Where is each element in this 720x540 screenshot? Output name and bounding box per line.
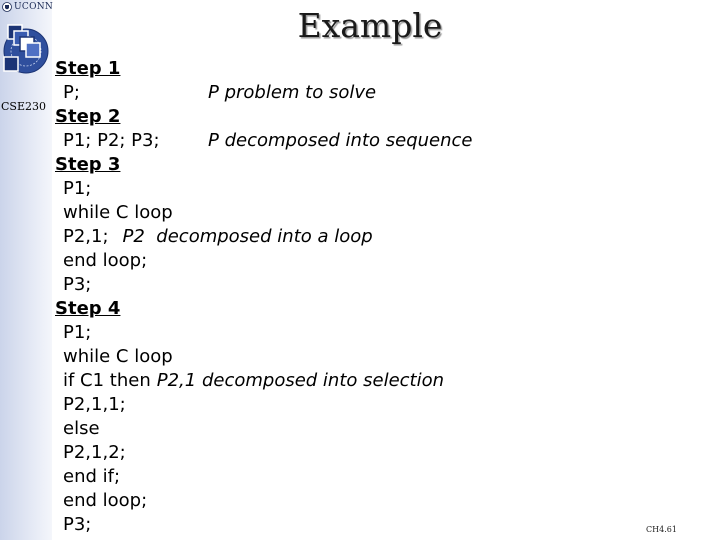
slide-line	[55, 393, 473, 417]
step-heading: Step 1	[55, 58, 121, 79]
slide-line	[55, 369, 473, 393]
code-text: end loop;	[63, 490, 148, 511]
university-seal-icon	[2, 2, 12, 12]
code-text: P1;	[63, 322, 92, 343]
brand-name: UCONN	[14, 2, 54, 12]
slide-line	[55, 57, 473, 81]
slide-title: Example	[297, 6, 443, 45]
code-text: end loop;	[63, 250, 148, 271]
slide-line	[55, 513, 473, 537]
code-text: end if;	[63, 466, 121, 487]
slide-line	[55, 225, 473, 249]
code-text: while C loop	[63, 346, 173, 367]
annotation-note: P problem to solve	[208, 82, 377, 103]
step-heading: Step 4	[55, 298, 121, 319]
code-text: else	[63, 418, 100, 439]
slide-body	[55, 57, 473, 537]
code-text: if C1 then	[63, 370, 151, 391]
annotation-note: P2,1 decomposed into selection	[156, 370, 445, 391]
code-text: P2,1;	[63, 226, 109, 247]
slide-line	[55, 105, 473, 129]
slide-line	[55, 81, 473, 105]
code-text: while C loop	[63, 202, 173, 223]
step-heading: Step 2	[55, 106, 121, 127]
code-text: P2,1,2;	[63, 442, 126, 463]
code-text: P;	[63, 82, 80, 103]
slide-line	[55, 441, 473, 465]
slide-line	[55, 321, 473, 345]
slide-line	[55, 249, 473, 273]
step-heading: Step 3	[55, 154, 121, 175]
page-label: CH4.61	[646, 525, 677, 534]
code-text: P2,1,1;	[63, 394, 126, 415]
slide-line	[55, 489, 473, 513]
code-text: P3;	[63, 514, 92, 535]
slide-line	[55, 273, 473, 297]
code-text: P1;	[63, 178, 92, 199]
sidebar	[0, 0, 52, 540]
code-text: P3;	[63, 274, 92, 295]
slide-line	[55, 153, 473, 177]
annotation-note: P decomposed into sequence	[208, 130, 473, 151]
annotation-note: P2 decomposed into a loop	[122, 226, 373, 247]
slide-line	[55, 129, 473, 153]
slide-line	[55, 345, 473, 369]
slide-line	[55, 465, 473, 489]
slide-line	[55, 201, 473, 225]
slide-line	[55, 417, 473, 441]
slide-line	[55, 177, 473, 201]
uconn-engineering-logo-icon	[2, 15, 50, 87]
code-text: P1; P2; P3;	[63, 130, 160, 151]
course-code: CSE230	[1, 100, 46, 113]
brand-row	[2, 1, 53, 13]
slide-line	[55, 297, 473, 321]
